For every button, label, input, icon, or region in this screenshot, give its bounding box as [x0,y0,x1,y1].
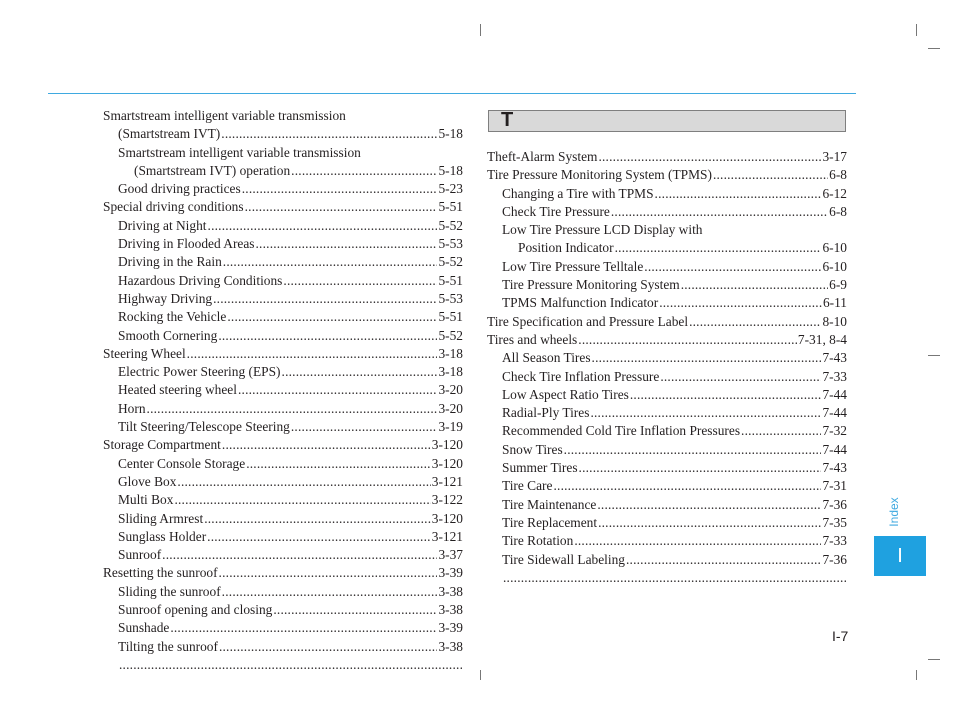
index-entry [103,400,463,418]
index-entry [487,551,847,569]
leader-dots [222,436,431,454]
index-column-right [487,148,847,587]
index-entry [487,459,847,477]
leader-dots [579,459,822,477]
index-entry [487,532,847,550]
page-ref: 3-19 [438,419,463,435]
index-entry [103,491,463,509]
entry-text: Electric Power Steering (EPS) [118,364,281,380]
leader-dots [564,441,822,459]
page-ref: 8-10 [822,313,847,329]
page-ref: 3-38 [438,638,463,654]
section-letter: T [501,109,514,131]
index-entry [103,217,463,235]
index-entry [487,569,847,587]
page-number: I-7 [832,628,849,644]
index-entry: Smartstream intelligent variable transmission [103,108,346,123]
index-entry [103,198,463,216]
leader-dots [174,491,430,509]
index-entry [487,294,847,312]
index-entry [487,166,847,184]
page-ref: 3-120 [431,437,463,453]
crop-mark [480,24,481,36]
index-entry [103,528,463,546]
page-ref: 5-52 [438,217,463,233]
entry-text: Low Aspect Ratio Tires [502,386,629,402]
page-ref: 7-44 [822,386,847,402]
leader-dots [282,363,438,381]
leader-dots [187,345,438,363]
page-ref: 3-121 [431,473,463,489]
index-entry [487,477,847,495]
entry-text: Multi Box [118,492,174,508]
page-ref: 3-38 [438,602,463,618]
index-entry [487,514,847,532]
entry-text: Check Tire Pressure [502,203,610,219]
leader-dots [222,583,438,601]
leader-dots [611,203,828,221]
page-ref: 7-31, 8-4 [797,331,847,347]
page-ref: 7-33 [822,368,847,384]
entry-text: Tire Pressure Monitoring System [502,277,680,293]
leader-dots [177,473,430,491]
crop-mark [928,355,940,356]
section-tab [874,536,926,576]
leader-dots [626,551,821,569]
entry-text: Tire Rotation [502,533,574,549]
index-entry [487,148,847,166]
section-tab-letter: I [897,545,903,567]
entry-text: Heated steering wheel [118,382,237,398]
page-ref: 5-18 [438,126,463,142]
entry-text: Position Indicator [518,240,614,256]
leader-dots [713,166,828,184]
leader-dots [208,217,438,235]
index-entry [487,276,847,294]
index-entry [103,546,463,564]
index-entry [103,473,463,491]
index-entry [103,345,463,363]
index-entry [103,619,463,637]
entry-text: Check Tire Inflation Pressure [502,368,660,384]
leader-dots [256,235,438,253]
entry-text: Highway Driving [118,290,213,306]
entry-text: Driving in Flooded Areas [118,236,255,252]
page-ref: 5-18 [438,162,463,178]
index-entry [103,583,463,601]
entry-text: Tire Specification and Pressure Label [487,313,689,329]
entry-text: Hazardous Driving Conditions [118,272,283,288]
leader-dots [204,510,431,528]
leader-dots [630,386,822,404]
page-ref: 6-9 [829,277,847,293]
entry-text: Tire Pressure Monitoring System (TPMS) [487,167,712,183]
index-entry [487,239,847,257]
entry-text: Sliding Armrest [118,510,204,526]
entry-text: Tire Care [502,478,553,494]
page-ref: 6-10 [822,240,847,256]
entry-text: Sunroof [118,547,162,563]
leader-dots [291,418,438,436]
entry-text: Driving in the Rain [118,254,222,270]
page-ref: 6-8 [829,203,847,219]
leader-dots [578,331,797,349]
index-entry [103,638,463,656]
leader-dots [147,400,438,418]
section-letter-bar [488,110,846,132]
page-ref: 3-121 [431,528,463,544]
index-entry [487,349,847,367]
page-ref: 7-44 [822,405,847,421]
entry-text: Summer Tires [502,460,578,476]
leader-dots [553,477,821,495]
leader-dots [119,656,462,674]
index-entry [103,290,463,308]
crop-mark [916,24,917,36]
index-entry [103,272,463,290]
index-entry [487,258,847,276]
entry-text: Changing a Tire with TPMS [502,185,654,201]
leader-dots [245,198,438,216]
index-entry [103,363,463,381]
page-ref: 3-37 [438,547,463,563]
leader-dots [689,313,821,331]
page-ref: 6-12 [822,185,847,201]
entry-text: Sliding the sunroof [118,583,221,599]
page-ref: 6-11 [822,295,847,311]
leader-dots [283,272,437,290]
entry-text: Tires and wheels [487,331,578,347]
entry-text: TPMS Malfunction Indicator [502,295,659,311]
entry-text: Sunroof opening and closing [118,602,273,618]
page-ref: 3-20 [438,400,463,416]
leader-dots [592,349,822,367]
entry-text: (Smartstream IVT) operation [134,162,291,178]
entry-text: Good driving practices [118,181,241,197]
leader-dots [207,528,431,546]
leader-dots [741,422,821,440]
entry-text: Resetting the sunroof [103,565,218,581]
page-ref: 5-51 [438,272,463,288]
page-ref: 5-53 [438,290,463,306]
leader-dots [574,532,821,550]
page-ref: 3-20 [438,382,463,398]
leader-dots [597,496,821,514]
page-ref: 3-122 [431,492,463,508]
page-ref: 7-36 [822,496,847,512]
leader-dots [170,619,437,637]
page-ref: 3-18 [438,345,463,361]
leader-dots [162,546,437,564]
index-entry [103,327,463,345]
index-entry [103,253,463,271]
leader-dots [223,253,438,271]
entry-text: Steering Wheel [103,345,186,361]
leader-dots [238,381,437,399]
index-entry [487,368,847,386]
leader-dots [598,514,821,532]
entry-text: Sunglass Holder [118,528,207,544]
page-ref: 3-39 [438,565,463,581]
index-entry [487,203,847,221]
index-entry [103,125,463,143]
page-ref: 3-18 [438,364,463,380]
index-entry [487,422,847,440]
index-entry [103,455,463,473]
entry-text: Tilting the sunroof [118,638,218,654]
entry-text: Snow Tires [502,441,563,457]
index-entry [103,656,463,674]
leader-dots [598,148,821,166]
page-ref: 3-38 [438,583,463,599]
page-ref: 6-8 [829,167,847,183]
crop-mark [928,48,940,49]
index-entry [103,564,463,582]
entry-text: Smooth Cornering [118,327,218,343]
page-ref: 7-43 [822,460,847,476]
entry-text: Low Tire Pressure Telltale [502,258,644,274]
page-ref: 7-33 [822,533,847,549]
entry-text: Theft-Alarm System [487,149,598,164]
leader-dots [590,404,821,422]
entry-text: Sunshade [118,620,170,636]
leader-dots [659,294,822,312]
entry-text: Center Console Storage [118,455,246,471]
page-ref: 5-52 [438,254,463,270]
index-entry [103,510,463,528]
index-entry: Low Tire Pressure LCD Display with [502,222,703,238]
index-entry [103,162,463,180]
entry-text: Tire Replacement [502,514,598,530]
page-ref: 3-39 [438,620,463,636]
index-entry [103,308,463,326]
page-ref: 7-44 [822,441,847,457]
entry-text: Tilt Steering/Telescope Steering [118,419,290,435]
page-ref: 7-31 [822,478,847,494]
index-entry: Smartstream intelligent variable transmission [118,144,361,160]
leader-dots [503,569,846,587]
entry-text: Tire Sidewall Labeling [502,551,625,567]
leader-dots [644,258,821,276]
index-entry [103,436,463,454]
page-ref: 7-36 [822,551,847,567]
page-ref: 7-32 [822,423,847,439]
page-ref: 3-17 [822,149,847,164]
leader-dots [660,368,821,386]
leader-dots [273,601,437,619]
index-entry [487,404,847,422]
leader-dots [219,638,438,656]
index-entry [103,601,463,619]
leader-dots [615,239,822,257]
index-entry [487,185,847,203]
page-ref: 5-51 [438,309,463,325]
entry-text: Recommended Cold Tire Inflation Pressures [502,423,741,439]
leader-dots [681,276,828,294]
leader-dots [213,290,437,308]
leader-dots [219,564,438,582]
index-entry [103,235,463,253]
entry-text: Driving at Night [118,217,207,233]
leader-dots [246,455,431,473]
page-ref: 5-51 [438,199,463,215]
leader-dots [221,125,437,143]
page-ref: 5-53 [438,236,463,252]
leader-dots [218,327,437,345]
index-entry [487,496,847,514]
entry-text: Glove Box [118,473,177,489]
leader-dots [291,162,437,180]
page-ref: 6-10 [822,258,847,274]
entry-text: Storage Compartment [103,437,221,453]
entry-text: Radial-Ply Tires [502,405,590,421]
index-entry [487,441,847,459]
index-column-left [103,107,463,674]
index-entry [487,331,847,349]
entry-text: Special driving conditions [103,199,244,215]
section-side-label: Index [887,497,901,527]
entry-text: All Season Tires [502,350,591,366]
leader-dots [227,308,437,326]
leader-dots [655,185,822,203]
entry-text: Rocking the Vehicle [118,309,227,325]
index-entry [103,381,463,399]
crop-mark [480,670,481,680]
page-ref: 3-120 [431,510,463,526]
page-ref: 5-23 [438,181,463,197]
leader-dots [242,180,438,198]
crop-mark [928,659,940,660]
header-rule [48,93,856,94]
index-entry [103,418,463,436]
index-entry [487,386,847,404]
page-ref: 5-52 [438,327,463,343]
crop-mark [916,670,917,680]
page-ref: 7-35 [822,514,847,530]
entry-text: (Smartstream IVT) [118,126,221,142]
page-ref: 7-43 [822,350,847,366]
entry-text: Tire Maintenance [502,496,597,512]
page-ref: 3-120 [431,455,463,471]
index-entry [103,180,463,198]
index-entry [487,313,847,331]
entry-text: Horn [118,400,146,416]
